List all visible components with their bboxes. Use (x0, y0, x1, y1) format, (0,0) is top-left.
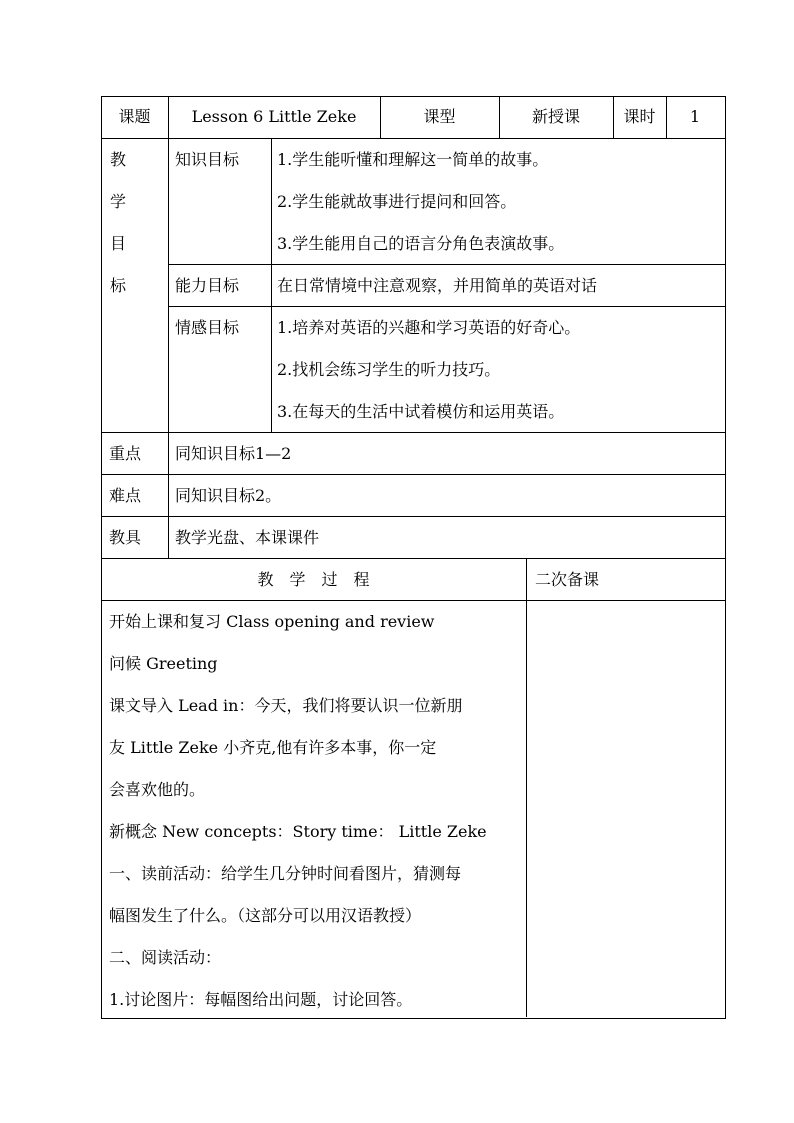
teaching-aids-value: 教学光盘、本课课件 (175, 528, 320, 547)
subject-value: Lesson 6 Little Zeke (191, 107, 357, 126)
key-points-label: 重点 (109, 444, 142, 463)
ability-objective-text: 在日常情境中注意观察，并用简单的英语对话 (277, 276, 598, 295)
teaching-aids-label: 教具 (109, 528, 142, 547)
row-divider (101, 432, 725, 433)
emotion-objective-label: 情感目标 (175, 318, 240, 337)
process-line: 开始上课和复习 Class opening and review (109, 612, 435, 631)
knowledge-objective-item: 3.学生能用自己的语言分角色表演故事。 (277, 234, 565, 253)
row-divider (101, 138, 725, 139)
row-divider (101, 558, 725, 559)
col-divider (526, 558, 527, 1017)
col-divider (271, 138, 272, 432)
emotion-objective-item: 3.在每天的生活中试着模仿和运用英语。 (277, 402, 565, 421)
period-value: 1 (689, 107, 701, 126)
col-divider (168, 96, 169, 558)
period-label: 课时 (623, 107, 656, 126)
subject-label: 课题 (118, 107, 151, 126)
row-divider (168, 264, 725, 265)
process-line: 友 Little Zeke 小齐克,他有许多本事，你一定 (109, 738, 437, 757)
knowledge-objective-item: 1.学生能听懂和理解这一简单的故事。 (277, 150, 549, 169)
process-line: 一、读前活动：给学生几分钟时间看图片，猜测每 (109, 864, 462, 883)
difficulties-value: 同知识目标2。 (175, 486, 282, 505)
process-line: 二、阅读活动： (109, 948, 222, 967)
emotion-objective-item: 2.找机会练习学生的听力技巧。 (277, 360, 501, 379)
type-label: 课型 (423, 107, 456, 126)
ability-objective-label: 能力目标 (175, 276, 240, 295)
process-line: 问候 Greeting (109, 654, 218, 673)
process-line: 新概念 New concepts：Story time： Little Zeke (109, 822, 487, 841)
row-divider (101, 474, 725, 475)
process-line: 会喜欢他的。 (109, 780, 206, 799)
objectives-label-char: 标 (109, 276, 126, 295)
process-line: 幅图发生了什么。（这部分可以用汉语教授） (109, 906, 422, 925)
key-points-value: 同知识目标1—2 (175, 444, 292, 463)
row-divider (101, 516, 725, 517)
row-divider (101, 600, 725, 601)
teaching-process-header: 教 学 过 程 (257, 570, 370, 589)
knowledge-objective-label: 知识目标 (175, 150, 240, 169)
emotion-objective-item: 1.培养对英语的兴趣和学习英语的好奇心。 (277, 318, 581, 337)
row-divider (168, 306, 725, 307)
objectives-label-char: 教 (109, 150, 126, 169)
knowledge-objective-item: 2.学生能就故事进行提问和回答。 (277, 192, 517, 211)
type-value: 新授课 (531, 107, 580, 126)
objectives-label-char: 目 (109, 234, 126, 253)
second-prep-header: 二次备课 (535, 570, 600, 589)
objectives-label-char: 学 (109, 192, 126, 211)
process-line: 课文导入 Lead in：今天，我们将要认识一位新朋 (109, 696, 463, 715)
process-line: 1.讨论图片：每幅图给出问题，讨论回答。 (109, 990, 413, 1009)
difficulties-label: 难点 (109, 486, 142, 505)
